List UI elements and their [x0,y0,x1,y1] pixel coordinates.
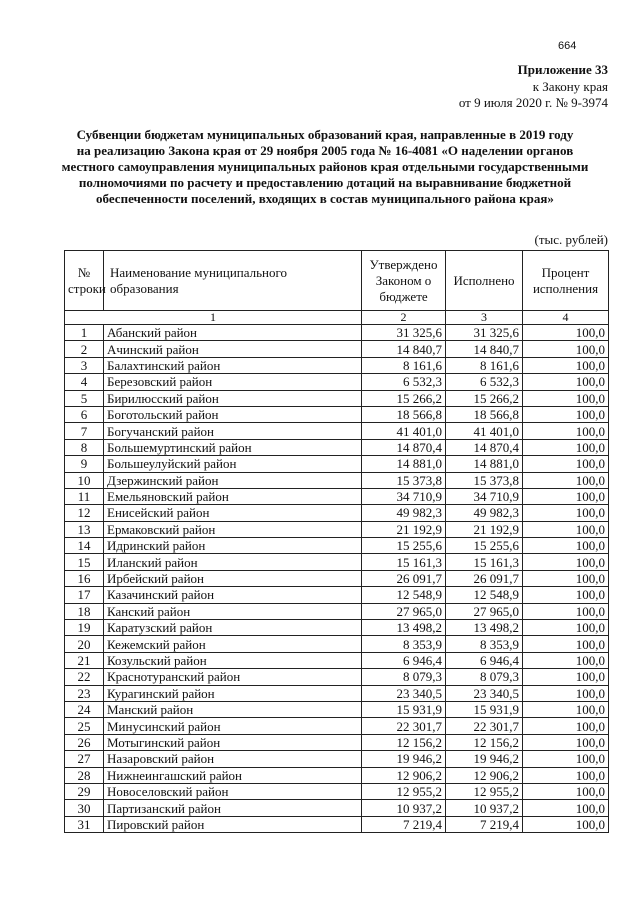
percent-cell: 100,0 [523,406,609,422]
column-number-row [65,311,609,325]
municipality-name-cell: Идринский район [104,538,362,554]
executed-amount-cell: 8 079,3 [446,669,523,685]
title-line: Субвенции бюджетам муниципальных образований края, направленные в 2019 году [76,127,574,142]
header-executed: Исполнено [446,251,523,311]
approved-amount-cell: 12 548,9 [362,587,446,603]
municipality-name-cell: Богучанский район [104,423,362,439]
table-row [65,652,609,668]
municipality-name-cell: Иланский район [104,554,362,570]
row-number-cell: 11 [65,488,104,504]
table-row [65,669,609,685]
municipality-name-cell: Бирилюсский район [104,390,362,406]
table-row [65,538,609,554]
table-row [65,800,609,816]
municipality-name-cell: Балахтинский район [104,357,362,373]
percent-cell: 100,0 [523,521,609,537]
percent-cell: 100,0 [523,439,609,455]
annex-title: Приложение 33 [517,62,608,77]
row-number-cell: 23 [65,685,104,701]
executed-amount-cell: 7 219,4 [446,816,523,832]
municipality-name-cell: Партизанский район [104,800,362,816]
row-number-cell: 7 [65,423,104,439]
municipality-name-cell: Ачинский район [104,341,362,357]
percent-cell: 100,0 [523,472,609,488]
approved-amount-cell: 34 710,9 [362,488,446,504]
row-number-cell: 5 [65,390,104,406]
row-number-cell: 30 [65,800,104,816]
executed-amount-cell: 49 982,3 [446,505,523,521]
column-number-3: 3 [446,311,523,325]
row-number-cell: 31 [65,816,104,832]
approved-amount-cell: 8 353,9 [362,636,446,652]
municipality-name-cell: Пировский район [104,816,362,832]
approved-amount-cell: 6 532,3 [362,374,446,390]
table-row [65,701,609,717]
percent-cell: 100,0 [523,538,609,554]
executed-amount-cell: 31 325,6 [446,325,523,341]
approved-amount-cell: 14 840,7 [362,341,446,357]
approved-amount-cell: 15 255,6 [362,538,446,554]
executed-amount-cell: 34 710,9 [446,488,523,504]
percent-cell: 100,0 [523,718,609,734]
executed-amount-cell: 8 161,6 [446,357,523,373]
row-number-cell: 1 [65,325,104,341]
approved-amount-cell: 31 325,6 [362,325,446,341]
executed-amount-cell: 23 340,5 [446,685,523,701]
page-number: 664 [558,40,577,52]
table-row [65,390,609,406]
table-row [65,439,609,455]
municipality-name-cell: Ирбейский район [104,570,362,586]
percent-cell: 100,0 [523,800,609,816]
row-number-cell: 21 [65,652,104,668]
column-number-2: 2 [362,311,446,325]
row-number-cell: 16 [65,570,104,586]
header-percent: Процент исполнения [523,251,609,311]
municipality-name-cell: Абанский район [104,325,362,341]
title-line: полномочиями по расчету и предоставлению дотаций на выравнивание бюджетной [78,175,572,190]
municipality-name-cell: Дзержинский район [104,472,362,488]
table-row [65,587,609,603]
percent-cell: 100,0 [523,488,609,504]
row-number-cell: 29 [65,783,104,799]
table-row [65,521,609,537]
percent-cell: 100,0 [523,505,609,521]
table-row [65,374,609,390]
percent-cell: 100,0 [523,701,609,717]
table-row [65,685,609,701]
executed-amount-cell: 14 881,0 [446,456,523,472]
executed-amount-cell: 6 946,4 [446,652,523,668]
row-number-cell: 15 [65,554,104,570]
table-row [65,783,609,799]
municipality-name-cell: Козульский район [104,652,362,668]
table-row [65,488,609,504]
approved-amount-cell: 21 192,9 [362,521,446,537]
executed-amount-cell: 6 532,3 [446,374,523,390]
executed-amount-cell: 15 255,6 [446,538,523,554]
title-line: местного самоуправления муниципальных районов края отдельными государственными [61,159,589,174]
row-number-cell: 20 [65,636,104,652]
title-line: обеспеченности поселений, входящих в состав муниципального района края» [96,191,554,206]
municipality-name-cell: Емельяновский район [104,488,362,504]
table-row [65,816,609,832]
approved-amount-cell: 22 301,7 [362,718,446,734]
row-number-cell: 27 [65,751,104,767]
approved-amount-cell: 41 401,0 [362,423,446,439]
table-row [65,505,609,521]
header-approved: Утверждено Законом о бюджете [362,251,446,311]
annex-law-date: от 9 июля 2020 г. № 9-3974 [458,95,608,110]
table-header-row [65,251,609,311]
header-municipality-name: Наименование муниципального образования [104,251,362,311]
approved-amount-cell: 12 906,2 [362,767,446,783]
executed-amount-cell: 19 946,2 [446,751,523,767]
approved-amount-cell: 15 373,8 [362,472,446,488]
percent-cell: 100,0 [523,456,609,472]
table-row [65,603,609,619]
executed-amount-cell: 12 548,9 [446,587,523,603]
approved-amount-cell: 7 219,4 [362,816,446,832]
executed-amount-cell: 12 906,2 [446,767,523,783]
municipality-name-cell: Новоселовский район [104,783,362,799]
units-label: (тыс. рублей) [534,232,608,247]
approved-amount-cell: 12 955,2 [362,783,446,799]
row-number-cell: 3 [65,357,104,373]
percent-cell: 100,0 [523,357,609,373]
header-row-number: № строки [65,251,104,311]
table-row [65,767,609,783]
municipality-name-cell: Ермаковский район [104,521,362,537]
row-number-cell: 24 [65,701,104,717]
table-row [65,423,609,439]
row-number-cell: 22 [65,669,104,685]
percent-cell: 100,0 [523,636,609,652]
approved-amount-cell: 19 946,2 [362,751,446,767]
approved-amount-cell: 12 156,2 [362,734,446,750]
executed-amount-cell: 14 870,4 [446,439,523,455]
approved-amount-cell: 15 266,2 [362,390,446,406]
table-row [65,325,609,341]
row-number-cell: 13 [65,521,104,537]
executed-amount-cell: 18 566,8 [446,406,523,422]
table-row [65,718,609,734]
approved-amount-cell: 14 870,4 [362,439,446,455]
percent-cell: 100,0 [523,652,609,668]
approved-amount-cell: 6 946,4 [362,652,446,668]
approved-amount-cell: 13 498,2 [362,620,446,636]
column-number-4: 4 [523,311,609,325]
approved-amount-cell: 27 965,0 [362,603,446,619]
municipality-name-cell: Казачинский район [104,587,362,603]
approved-amount-cell: 8 161,6 [362,357,446,373]
table-row [65,406,609,422]
percent-cell: 100,0 [523,341,609,357]
row-number-cell: 12 [65,505,104,521]
executed-amount-cell: 22 301,7 [446,718,523,734]
row-number-cell: 6 [65,406,104,422]
percent-cell: 100,0 [523,669,609,685]
row-number-cell: 2 [65,341,104,357]
percent-cell: 100,0 [523,587,609,603]
executed-amount-cell: 14 840,7 [446,341,523,357]
percent-cell: 100,0 [523,374,609,390]
row-number-cell: 10 [65,472,104,488]
row-number-cell: 18 [65,603,104,619]
municipality-name-cell: Мотыгинский район [104,734,362,750]
row-number-cell: 26 [65,734,104,750]
percent-cell: 100,0 [523,816,609,832]
row-number-cell: 9 [65,456,104,472]
subsidies-table [64,250,609,833]
executed-amount-cell: 15 373,8 [446,472,523,488]
municipality-name-cell: Енисейский район [104,505,362,521]
executed-amount-cell: 15 161,3 [446,554,523,570]
approved-amount-cell: 18 566,8 [362,406,446,422]
executed-amount-cell: 8 353,9 [446,636,523,652]
document-title [40,127,610,207]
municipality-name-cell: Манский район [104,701,362,717]
percent-cell: 100,0 [523,390,609,406]
municipality-name-cell: Курагинский район [104,685,362,701]
approved-amount-cell: 8 079,3 [362,669,446,685]
approved-amount-cell: 23 340,5 [362,685,446,701]
row-number-cell: 19 [65,620,104,636]
approved-amount-cell: 14 881,0 [362,456,446,472]
executed-amount-cell: 10 937,2 [446,800,523,816]
percent-cell: 100,0 [523,554,609,570]
row-number-cell: 14 [65,538,104,554]
table-row [65,554,609,570]
percent-cell: 100,0 [523,734,609,750]
executed-amount-cell: 21 192,9 [446,521,523,537]
table-row [65,734,609,750]
percent-cell: 100,0 [523,603,609,619]
municipality-name-cell: Минусинский район [104,718,362,734]
annex-law-ref: к Закону края [532,78,608,94]
approved-amount-cell: 15 161,3 [362,554,446,570]
approved-amount-cell: 10 937,2 [362,800,446,816]
row-number-cell: 8 [65,439,104,455]
percent-cell: 100,0 [523,570,609,586]
table-row [65,620,609,636]
executed-amount-cell: 15 931,9 [446,701,523,717]
executed-amount-cell: 12 955,2 [446,783,523,799]
municipality-name-cell: Назаровский район [104,751,362,767]
table-row [65,636,609,652]
approved-amount-cell: 49 982,3 [362,505,446,521]
table-body [65,325,609,833]
percent-cell: 100,0 [523,751,609,767]
percent-cell: 100,0 [523,783,609,799]
executed-amount-cell: 26 091,7 [446,570,523,586]
table-row [65,456,609,472]
percent-cell: 100,0 [523,767,609,783]
executed-amount-cell: 12 156,2 [446,734,523,750]
municipality-name-cell: Березовский район [104,374,362,390]
table-row [65,341,609,357]
municipality-name-cell: Каратузский район [104,620,362,636]
municipality-name-cell: Нижнеингашский район [104,767,362,783]
approved-amount-cell: 15 931,9 [362,701,446,717]
table-row [65,472,609,488]
percent-cell: 100,0 [523,325,609,341]
municipality-name-cell: Краснотуранский район [104,669,362,685]
municipality-name-cell: Боготольский район [104,406,362,422]
row-number-cell: 28 [65,767,104,783]
table-row [65,570,609,586]
table-row [65,751,609,767]
row-number-cell: 4 [65,374,104,390]
percent-cell: 100,0 [523,423,609,439]
municipality-name-cell: Канский район [104,603,362,619]
annex-block [459,62,608,112]
approved-amount-cell: 26 091,7 [362,570,446,586]
executed-amount-cell: 41 401,0 [446,423,523,439]
percent-cell: 100,0 [523,620,609,636]
percent-cell: 100,0 [523,685,609,701]
row-number-cell: 17 [65,587,104,603]
column-number-1: 1 [65,311,362,325]
row-number-cell: 25 [65,718,104,734]
municipality-name-cell: Большемуртинский район [104,439,362,455]
executed-amount-cell: 13 498,2 [446,620,523,636]
executed-amount-cell: 15 266,2 [446,390,523,406]
table-row [65,357,609,373]
municipality-name-cell: Кежемский район [104,636,362,652]
title-line: на реализацию Закона края от 29 ноября 2005 года № 16-4081 «О наделении органов [76,143,574,158]
municipality-name-cell: Большеулуйский район [104,456,362,472]
executed-amount-cell: 27 965,0 [446,603,523,619]
